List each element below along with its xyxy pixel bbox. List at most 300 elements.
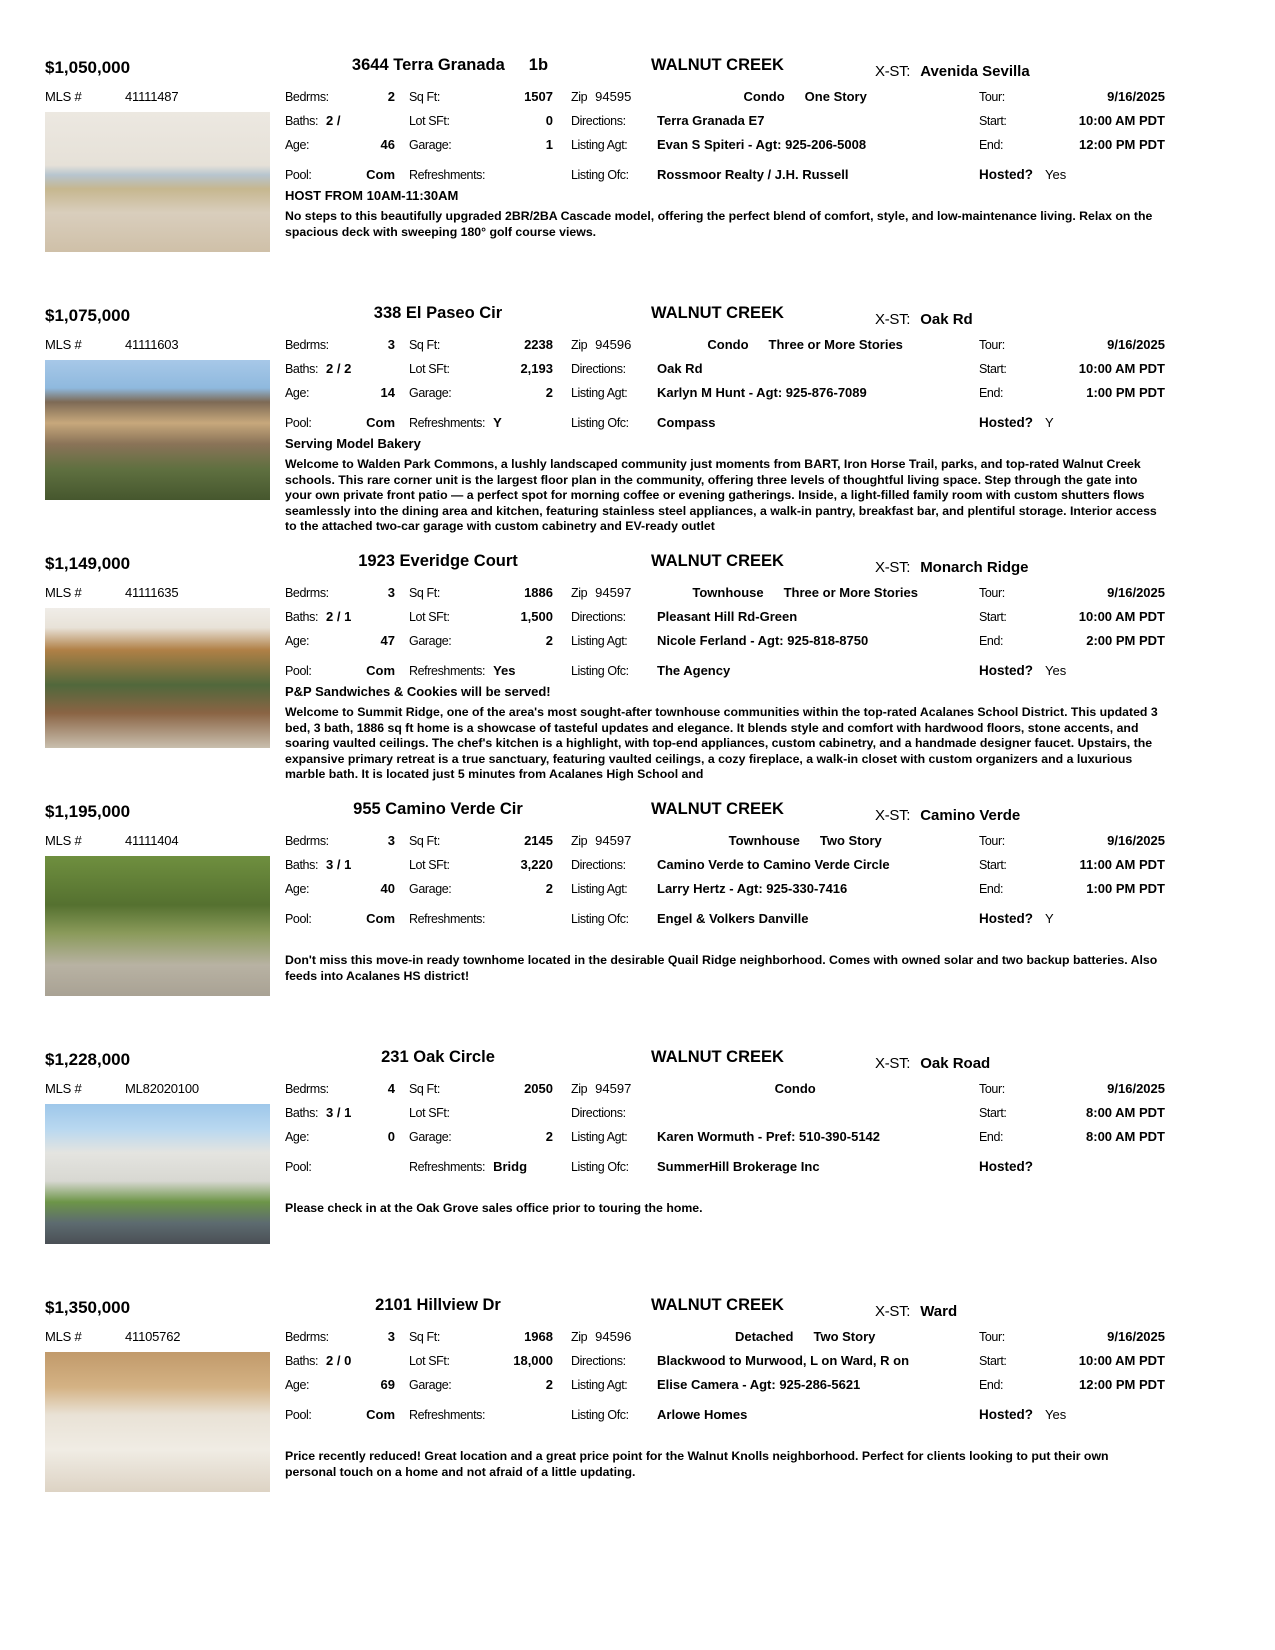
property-stories-value: One Story [804, 89, 867, 104]
mls-row [45, 1081, 285, 1096]
listing-agent-value: Evan S Spiteri - Agt: 925-206-5008 [657, 137, 867, 152]
listing-price: $1,350,000 [45, 1298, 131, 1317]
listing-price: $1,050,000 [45, 58, 131, 77]
directions-label: Directions: [571, 114, 626, 128]
garage-value: 2 [545, 385, 553, 400]
start-label: Start: [979, 1106, 1007, 1120]
garage-label: Garage: [409, 1378, 452, 1392]
property-type-value: Condo [743, 89, 785, 104]
mls-row [45, 337, 285, 352]
baths-label: Baths: [285, 1354, 319, 1368]
listing-address-block [290, 1296, 610, 1315]
zip-value: 94597 [595, 585, 632, 600]
listing-address-block [290, 304, 610, 323]
pool-value: Com [366, 663, 395, 678]
sqft-value: 2238 [524, 337, 553, 352]
listing-header [45, 552, 1230, 576]
listing-body [45, 833, 1230, 996]
age-label: Age: [285, 1378, 310, 1392]
cross-street-value: Ward [920, 1303, 958, 1320]
zip-label: Zip [571, 1082, 588, 1096]
listing-address: 338 El Paseo Cir [373, 304, 503, 322]
bedrooms-label: Bedrms: [285, 834, 329, 848]
zip-and-type-cell [571, 89, 979, 104]
age-label: Age: [285, 386, 310, 400]
host-note [285, 932, 1230, 949]
listing-card [45, 1296, 1230, 1544]
cross-street-block [825, 56, 1230, 80]
zip-and-type-cell [571, 337, 979, 352]
cross-street-block [825, 304, 1230, 328]
host-note: Serving Model Bakery [285, 436, 421, 451]
listing-office-value: Arlowe Homes [657, 1407, 748, 1422]
listing-address: 3644 Terra Granada [351, 56, 505, 74]
start-time: 10:00 AM PDT [1078, 113, 1165, 128]
hosted-value: Yes [1045, 663, 1067, 678]
lot-sqft-value: 0 [545, 113, 553, 128]
listing-header [45, 56, 1230, 80]
listing-city: WALNUT CREEK [651, 1296, 784, 1314]
baths-cell [285, 361, 395, 376]
baths-value: 3 / 1 [326, 857, 352, 872]
baths-value: 2 / 0 [326, 1353, 352, 1368]
bedrooms-label: Bedrms: [285, 1082, 329, 1096]
listing-price: $1,195,000 [45, 802, 131, 821]
mls-label: MLS # [45, 585, 82, 600]
cross-street-label: X-ST: [875, 1303, 911, 1320]
end-label: End: [979, 386, 1004, 400]
start-label: Start: [979, 610, 1007, 624]
bedrooms-value: 3 [387, 337, 395, 352]
refreshments-cell [409, 1159, 553, 1174]
host-note [285, 1180, 1230, 1197]
directions-value: Terra Granada E7 [657, 113, 765, 128]
listing-left-column [45, 833, 285, 996]
listing-description: Welcome to Walden Park Commons, a lushly landscaped community just moments from BART, Iron Horse Trail, parks, and top-rated Walnut Creek schools. This rare corner unit is the largest floor plan in the community, offering three levels of thoughtful living space. Step through the gate into your own private front patio — a perfect spot for morning coffee or evening gatherings. Inside, a light-filled family room with custom shutters flows seamlessly into the dining area and kitchen, featuring stainless steel appliances, a walk-in pantry, breakfast bar, and plentiful storage. Interior access to the attached two-car garage with custom cabinetry and EV-ready outlet [285, 457, 1157, 534]
listing-card [45, 56, 1230, 304]
directions-value: Camino Verde to Camino Verde Circle [657, 857, 890, 872]
sqft-label: Sq Ft: [409, 90, 440, 104]
cross-street-block [825, 552, 1230, 576]
hosted-label: Hosted? [979, 911, 1033, 926]
pool-value: Com [366, 1407, 395, 1422]
garage-label: Garage: [409, 138, 452, 152]
refreshments-value: Y [493, 415, 502, 430]
mls-number: 41105762 [125, 1329, 181, 1344]
listing-photo [45, 360, 270, 500]
mls-number: 41111487 [125, 89, 179, 104]
listing-left-column [45, 337, 285, 535]
zip-value: 94597 [595, 1081, 632, 1096]
directions-label: Directions: [571, 858, 626, 872]
hosted-label: Hosted? [979, 1159, 1033, 1174]
sqft-label: Sq Ft: [409, 1082, 440, 1096]
hosted-value [1037, 1165, 1165, 1171]
tour-date: 9/16/2025 [1107, 1329, 1165, 1344]
host-note: P&P Sandwiches & Cookies will be served! [285, 684, 551, 699]
listing-agent-value: Elise Camera - Agt: 925-286-5621 [657, 1377, 861, 1392]
age-value: 14 [380, 385, 395, 400]
tour-date: 9/16/2025 [1107, 833, 1165, 848]
listing-body [45, 585, 1230, 783]
age-label: Age: [285, 634, 310, 648]
cross-street-value: Oak Road [920, 1055, 991, 1072]
baths-cell [285, 113, 395, 128]
tour-label: Tour: [979, 834, 1005, 848]
listing-card [45, 304, 1230, 552]
bedrooms-value: 3 [387, 1329, 395, 1344]
property-type-value: Condo [774, 1081, 816, 1096]
listing-photo [45, 1352, 270, 1492]
baths-label: Baths: [285, 1106, 319, 1120]
listing-left-column [45, 89, 285, 252]
tour-label: Tour: [979, 338, 1005, 352]
end-label: End: [979, 634, 1004, 648]
baths-value: 2 / 1 [326, 609, 352, 624]
refreshments-cell [409, 415, 553, 430]
age-value: 0 [387, 1129, 395, 1144]
sqft-label: Sq Ft: [409, 338, 440, 352]
listing-body [45, 1081, 1230, 1244]
refreshments-cell [409, 1408, 553, 1422]
listing-office-value: Rossmoor Realty / J.H. Russell [657, 167, 849, 182]
end-label: End: [979, 882, 1004, 896]
tour-date: 9/16/2025 [1107, 1081, 1165, 1096]
baths-label: Baths: [285, 114, 319, 128]
directions-label: Directions: [571, 362, 626, 376]
pool-label: Pool: [285, 664, 312, 678]
directions-label: Directions: [571, 610, 626, 624]
listing-agent-label: Listing Agt: [571, 882, 628, 896]
lot-sqft-label: Lot SFt: [409, 1106, 450, 1120]
hosted-label: Hosted? [979, 415, 1033, 430]
start-label: Start: [979, 362, 1007, 376]
listing-fields-grid [285, 1081, 1230, 1172]
tour-date: 9/16/2025 [1107, 585, 1165, 600]
cross-street-block [825, 1296, 1230, 1320]
mls-label: MLS # [45, 833, 82, 848]
zip-label: Zip [571, 834, 588, 848]
listing-price: $1,149,000 [45, 554, 131, 573]
mls-row [45, 89, 285, 104]
pool-value: Com [366, 415, 395, 430]
bedrooms-value: 3 [387, 833, 395, 848]
property-type-value: Detached [734, 1329, 794, 1344]
listing-office-label: Listing Ofc: [571, 664, 629, 678]
end-time: 8:00 AM PDT [1086, 1129, 1165, 1144]
host-note [285, 1428, 1230, 1445]
listing-list [45, 56, 1230, 1544]
zip-label: Zip [571, 1330, 588, 1344]
refreshments-cell [409, 168, 553, 182]
baths-value: 2 / 2 [326, 361, 352, 376]
listing-details [285, 1329, 1230, 1492]
end-time: 1:00 PM PDT [1086, 385, 1165, 400]
listing-photo [45, 856, 270, 996]
listing-office-value: SummerHill Brokerage Inc [657, 1159, 820, 1174]
listing-left-column [45, 1329, 285, 1492]
zip-value: 94597 [595, 833, 632, 848]
property-type [631, 833, 979, 848]
end-time: 12:00 PM PDT [1079, 1377, 1165, 1392]
listing-description: Please check in at the Oak Grove sales office prior to touring the home. [285, 1201, 703, 1215]
end-label: End: [979, 1378, 1004, 1392]
lot-sqft-label: Lot SFt: [409, 362, 450, 376]
listing-agent-label: Listing Agt: [571, 138, 628, 152]
listing-office-label: Listing Ofc: [571, 168, 629, 182]
pool-value: Com [366, 911, 395, 926]
sqft-value: 1507 [524, 89, 553, 104]
baths-cell [285, 1105, 395, 1120]
listing-office-label: Listing Ofc: [571, 1408, 629, 1422]
mls-number: 41111603 [125, 337, 179, 352]
mls-label: MLS # [45, 1329, 82, 1344]
lot-sqft-label: Lot SFt: [409, 610, 450, 624]
listing-header [45, 800, 1230, 824]
zip-value: 94596 [595, 1329, 632, 1344]
listing-address: 231 Oak Circle [381, 1048, 495, 1066]
listing-details [285, 833, 1230, 996]
lot-sqft-value: 2,193 [520, 361, 553, 376]
cross-street-label: X-ST: [875, 559, 911, 576]
host-note: HOST FROM 10AM-11:30AM [285, 188, 459, 203]
property-type-value: Townhouse [692, 585, 764, 600]
refreshments-cell [409, 912, 553, 926]
directions-value: Blackwood to Murwood, L on Ward, R on [657, 1353, 910, 1368]
listing-left-column [45, 1081, 285, 1244]
listing-details [285, 89, 1230, 252]
hosted-label: Hosted? [979, 663, 1033, 678]
bedrooms-label: Bedrms: [285, 586, 329, 600]
cross-street-value: Avenida Sevilla [920, 63, 1030, 80]
cross-street-label: X-ST: [875, 807, 911, 824]
listing-description: No steps to this beautifully upgraded 2BR/2BA Cascade model, offering the perfect blend of comfort, style, and low-maintenance living. Relax on the spacious deck with sweeping 180° golf course views. [285, 209, 1153, 239]
listing-address-block [290, 1048, 610, 1067]
garage-value: 2 [545, 633, 553, 648]
refreshments-label: Refreshments: [409, 1160, 486, 1174]
end-label: End: [979, 138, 1004, 152]
garage-value: 2 [545, 1377, 553, 1392]
listing-price: $1,228,000 [45, 1050, 131, 1069]
sqft-value: 2050 [524, 1081, 553, 1096]
listing-agent-label: Listing Agt: [571, 1378, 628, 1392]
pool-label: Pool: [285, 1160, 312, 1174]
age-label: Age: [285, 138, 310, 152]
tour-date: 9/16/2025 [1107, 89, 1165, 104]
listing-agent-value: Larry Hertz - Agt: 925-330-7416 [657, 881, 848, 896]
listing-address: 1923 Everidge Court [358, 552, 518, 570]
hosted-value: Yes [1045, 167, 1067, 182]
listing-agent-label: Listing Agt: [571, 634, 628, 648]
bedrooms-value: 4 [387, 1081, 395, 1096]
zip-label: Zip [571, 338, 588, 352]
garage-value: 2 [545, 1129, 553, 1144]
end-time: 12:00 PM PDT [1079, 137, 1165, 152]
listing-description: Don't miss this move-in ready townhome located in the desirable Quail Ridge neighborhood. Comes with owned solar and two backup batteries. Also feeds into Acalanes HS district! [285, 953, 1158, 983]
start-label: Start: [979, 1354, 1007, 1368]
refreshments-cell [409, 663, 553, 678]
listing-office-label: Listing Ofc: [571, 1160, 629, 1174]
baths-cell [285, 609, 395, 624]
listing-address: 2101 Hillview Dr [375, 1296, 501, 1314]
refreshments-label: Refreshments: [409, 912, 486, 926]
age-value: 46 [380, 137, 395, 152]
listing-details [285, 1081, 1230, 1244]
property-type-value: Condo [707, 337, 749, 352]
refreshments-value: Bridg [493, 1159, 528, 1174]
bedrooms-value: 3 [387, 585, 395, 600]
mls-label: MLS # [45, 337, 82, 352]
directions-label: Directions: [571, 1106, 626, 1120]
pool-label: Pool: [285, 1408, 312, 1422]
listing-header [45, 1296, 1230, 1320]
sqft-label: Sq Ft: [409, 586, 440, 600]
hosted-label: Hosted? [979, 1407, 1033, 1422]
listing-agent-value: Nicole Ferland - Agt: 925-818-8750 [657, 633, 869, 648]
tour-label: Tour: [979, 1330, 1005, 1344]
listing-photo [45, 1104, 270, 1244]
refreshments-value: Yes [493, 663, 516, 678]
listing-city: WALNUT CREEK [651, 304, 784, 322]
cross-street-value: Camino Verde [920, 807, 1021, 824]
listing-photo [45, 608, 270, 748]
tour-label: Tour: [979, 1082, 1005, 1096]
cross-street-block [825, 800, 1230, 824]
listing-city: WALNUT CREEK [651, 800, 784, 818]
start-time: 10:00 AM PDT [1078, 361, 1165, 376]
pool-value: Com [366, 167, 395, 182]
cross-street-value: Oak Rd [920, 311, 973, 328]
listing-fields-grid [285, 833, 1230, 924]
listing-card [45, 1048, 1230, 1296]
listing-description: Price recently reduced! Great location and a great price point for the Walnut Knolls neighborhood. Perfect for clients looking to put their own personal touch on a home and not afraid of a little updating. [285, 1449, 1109, 1479]
property-type [631, 1329, 979, 1344]
listing-body [45, 337, 1230, 535]
mls-number: 41111635 [125, 585, 179, 600]
lot-sqft-value: 1,500 [520, 609, 553, 624]
end-label: End: [979, 1130, 1004, 1144]
listing-card [45, 552, 1230, 800]
zip-label: Zip [571, 90, 588, 104]
start-time: 8:00 AM PDT [1086, 1105, 1165, 1120]
bedrooms-label: Bedrms: [285, 90, 329, 104]
sqft-value: 2145 [524, 833, 553, 848]
age-value: 47 [380, 633, 395, 648]
bedrooms-label: Bedrms: [285, 338, 329, 352]
listing-office-value: The Agency [657, 663, 731, 678]
listing-agent-label: Listing Agt: [571, 386, 628, 400]
pool-label: Pool: [285, 168, 312, 182]
listing-header [45, 1048, 1230, 1072]
property-type [631, 89, 979, 104]
listing-header [45, 304, 1230, 328]
garage-value: 1 [545, 137, 553, 152]
directions-value: Oak Rd [657, 361, 703, 376]
lot-sqft-value: 18,000 [513, 1353, 553, 1368]
zip-value: 94596 [595, 337, 632, 352]
baths-label: Baths: [285, 858, 319, 872]
zip-label: Zip [571, 586, 588, 600]
zip-and-type-cell [571, 585, 979, 600]
lot-sqft-value: 3,220 [520, 857, 553, 872]
property-type [631, 585, 979, 600]
directions-value: Pleasant Hill Rd-Green [657, 609, 798, 624]
listing-fields-grid [285, 89, 1230, 180]
property-type [631, 1081, 979, 1096]
garage-label: Garage: [409, 386, 452, 400]
tour-label: Tour: [979, 586, 1005, 600]
directions-label: Directions: [571, 1354, 626, 1368]
bedrooms-value: 2 [387, 89, 395, 104]
hosted-value: Y [1045, 911, 1054, 926]
property-type-value: Townhouse [728, 833, 800, 848]
listing-office-value: Compass [657, 415, 716, 430]
listing-agent-value: Karen Wormuth - Pref: 510-390-5142 [657, 1129, 881, 1144]
listing-body [45, 1329, 1230, 1492]
listing-price: $1,075,000 [45, 306, 131, 325]
listing-fields-grid [285, 1329, 1230, 1420]
cross-street-value: Monarch Ridge [920, 559, 1029, 576]
end-time: 2:00 PM PDT [1086, 633, 1165, 648]
listing-office-label: Listing Ofc: [571, 912, 629, 926]
listing-left-column [45, 585, 285, 783]
hosted-value: Yes [1045, 1407, 1067, 1422]
cross-street-label: X-ST: [875, 1055, 911, 1072]
start-label: Start: [979, 858, 1007, 872]
age-value: 69 [380, 1377, 395, 1392]
zip-and-type-cell [571, 1329, 979, 1344]
garage-label: Garage: [409, 882, 452, 896]
cross-street-label: X-ST: [875, 311, 911, 328]
refreshments-label: Refreshments: [409, 416, 486, 430]
listing-address: 955 Camino Verde Cir [353, 800, 523, 818]
hosted-label: Hosted? [979, 167, 1033, 182]
refreshments-label: Refreshments: [409, 168, 486, 182]
baths-cell [285, 857, 395, 872]
tour-date: 9/16/2025 [1107, 337, 1165, 352]
garage-value: 2 [545, 881, 553, 896]
listing-details [285, 585, 1230, 783]
listing-office-value: Engel & Volkers Danville [657, 911, 809, 926]
age-label: Age: [285, 1130, 310, 1144]
listing-city: WALNUT CREEK [651, 1048, 784, 1066]
sqft-label: Sq Ft: [409, 1330, 440, 1344]
refreshments-label: Refreshments: [409, 664, 486, 678]
listing-address-block [290, 56, 610, 75]
mls-row [45, 585, 285, 600]
age-label: Age: [285, 882, 310, 896]
listing-city: WALNUT CREEK [651, 56, 784, 74]
listing-description: Welcome to Summit Ridge, one of the area's most sought-after townhouse communities within the top-rated Acalanes School District. This updated 3 bed, 3 bath, 1886 sq ft home is a showcase of tasteful updates and elegance. It blends style and comfort with hardwood floors, stone accents, and soaring vaulted ceilings. The chef's kitchen is a highlight, with top-end appliances, custom cabinetry, and a handmade designer faucet. Upstairs, the expansive primary retreat is a true sanctuary, featuring vaulted ceilings, a cozy fireplace, a walk-in closet with custom organizers and a luxurious marble bath. It is located just 5 minutes from Acalanes High School and [285, 705, 1158, 782]
baths-value: 2 / [326, 113, 341, 128]
listing-agent-value: Karlyn M Hunt - Agt: 925-876-7089 [657, 385, 867, 400]
age-value: 40 [380, 881, 395, 896]
listing-agent-label: Listing Agt: [571, 1130, 628, 1144]
refreshments-label: Refreshments: [409, 1408, 486, 1422]
start-time: 10:00 AM PDT [1078, 609, 1165, 624]
listing-body [45, 89, 1230, 252]
sqft-value: 1968 [524, 1329, 553, 1344]
lot-sqft-label: Lot SFt: [409, 858, 450, 872]
start-time: 11:00 AM PDT [1079, 857, 1165, 872]
mls-label: MLS # [45, 89, 82, 104]
listing-details [285, 337, 1230, 535]
baths-label: Baths: [285, 610, 319, 624]
property-stories-value: Two Story [819, 833, 882, 848]
listing-fields-grid [285, 337, 1230, 428]
listing-card [45, 800, 1230, 1048]
baths-cell [285, 1353, 395, 1368]
